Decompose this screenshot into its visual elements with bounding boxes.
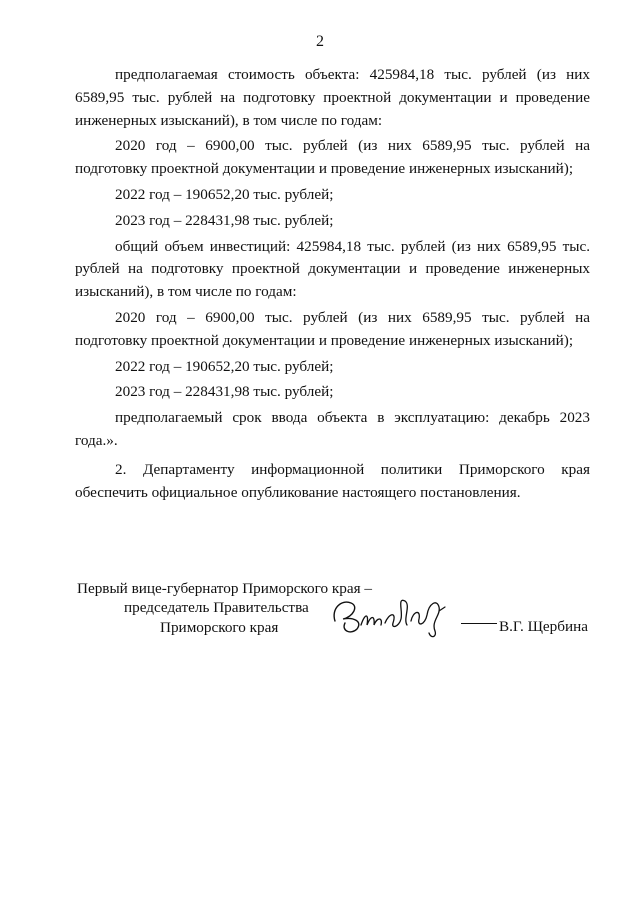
paragraph-2020-cost: 2020 год – 6900,00 тыс. рублей (из них 6589,95 тыс. рублей на подготовку проектной документации и проведение инженерных изысканий); — [75, 137, 590, 178]
paragraph-commissioning-date: предполагаемый срок ввода объекта в эксплуатацию: декабрь 2023 года.». — [75, 409, 590, 449]
signatory-name: В.Г. Щербина — [499, 618, 588, 635]
paragraph-total-investment: общий объем инвестиций: 425984,18 тыс. рублей (из них 6589,95 тыс. рублей на подготовку проектной документации и проведение инженерных изысканий), в том числе по годам: — [75, 237, 590, 301]
document-body — [75, 64, 590, 504]
paragraph-2022-cost: 2022 год – 190652,20 тыс. рублей; — [115, 185, 334, 203]
paragraph-2023-investment: 2023 год – 228431,98 тыс. рублей; — [115, 383, 334, 401]
signatory-title-line2: председатель Правительства — [124, 599, 309, 616]
paragraph-estimated-cost: предполагаемая стоимость объекта: 425984,18 тыс. рублей (из них 6589,95 тыс. рублей на подготовку проектной документации и проведение инженерных изысканий), в том числе по годам: — [75, 66, 590, 129]
signatory-title-line1: Первый вице-губернатор Приморского края – — [77, 580, 372, 597]
paragraph-publication-order: 2. Департаменту информационной политики Приморского края обеспечить официальное опубликование настоящего постановления. — [75, 460, 590, 501]
paragraph-2022-investment: 2022 год – 190652,20 тыс. рублей; — [115, 357, 334, 375]
signatory-name-line — [461, 617, 588, 637]
signature-block — [77, 579, 592, 649]
handwritten-signature — [327, 591, 457, 641]
signatory-title-line3: Приморского края — [160, 619, 279, 636]
paragraph-2023-cost: 2023 год – 228431,98 тыс. рублей; — [115, 211, 334, 229]
page-number: 2 — [316, 33, 324, 50]
signature-dash — [461, 623, 497, 624]
paragraph-2020-investment: 2020 год – 6900,00 тыс. рублей (из них 6589,95 тыс. рублей на подготовку проектной документации и проведение инженерных изысканий); — [75, 308, 590, 349]
